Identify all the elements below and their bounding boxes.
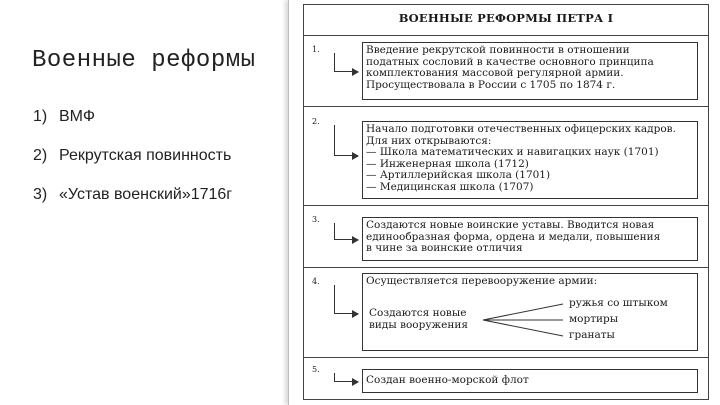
list-text: Рекрутская повинность — [59, 147, 232, 164]
reform-line: виды вооружения — [369, 318, 469, 331]
weapon-item: гранаты — [569, 329, 615, 341]
arrow-icon — [334, 155, 358, 156]
reform-line: Создан военно-морской флот — [366, 374, 529, 386]
reform-line: Начало подготовки отечественных офицерских кадров. — [366, 123, 676, 135]
table-divider — [304, 267, 708, 268]
reform-box-2 — [362, 121, 698, 199]
connector-line — [334, 223, 335, 239]
list-item — [33, 186, 232, 225]
reform-line: — Школа математических и навигацких наук (1701) — [366, 146, 659, 158]
list-text: «Устав военский»1716г — [59, 186, 233, 203]
reform-line: Создаются новые — [369, 307, 467, 319]
slide-title: Военные реформы — [32, 47, 256, 74]
connector-line — [334, 53, 335, 71]
list-item — [33, 147, 232, 186]
connector-line — [334, 125, 335, 155]
reform-box-5 — [362, 369, 698, 393]
table-divider — [304, 35, 708, 36]
reform-line: в чине за воинские отличия — [366, 242, 523, 254]
table-divider — [304, 106, 708, 107]
row-number: 3. — [312, 215, 320, 224]
row-number: 1. — [312, 45, 320, 54]
table-divider — [304, 357, 708, 358]
row-number: 2. — [312, 117, 320, 126]
weapon-item: ружья со штыком — [569, 297, 668, 309]
reform-box-1 — [362, 42, 698, 100]
reform-box-4 — [362, 273, 698, 351]
list-item — [33, 108, 232, 147]
reform-line: — Медицинская школа (1707) — [366, 180, 534, 193]
list-number: 3) — [33, 186, 48, 203]
connector-line — [334, 373, 335, 381]
reform-line: — Артиллерийская школа (1701) — [366, 169, 551, 181]
connector-line — [334, 285, 335, 313]
row-number: 5. — [312, 365, 320, 374]
weapon-item: мортиры — [569, 313, 619, 325]
reforms-table — [303, 4, 709, 400]
scanned-table-image — [288, 0, 720, 405]
arrow-icon — [334, 71, 358, 72]
reform-line: комплектования массовой регулярной армии. — [366, 67, 624, 79]
reform-line: Просуществовала в России с 1705 по 1874 г. — [366, 78, 616, 91]
table-divider — [304, 205, 708, 206]
new-weapons-label — [369, 308, 468, 331]
arrow-icon — [334, 313, 358, 314]
list-text: ВМФ — [59, 108, 95, 125]
reform-line: единообразная форма, ордена и медали, повышения — [366, 230, 661, 243]
table-title: ВОЕННЫЕ РЕФОРМЫ ПЕТРА I — [398, 11, 614, 25]
reform-line: Создаются новые воинские уставы. Вводится новая — [366, 219, 655, 231]
reform-line: — Инженерная школа (1712) — [366, 157, 529, 170]
list-number: 1) — [33, 108, 48, 125]
reform-list — [33, 108, 232, 225]
reform-line: Осуществляется перевооружение армии: — [366, 275, 598, 287]
arrow-icon — [334, 381, 358, 382]
row-number: 4. — [312, 277, 320, 286]
reform-line: Введение рекрутской повинности в отношении — [366, 44, 630, 56]
list-number: 2) — [33, 147, 48, 164]
reform-box-3 — [362, 217, 698, 261]
reform-line: податных сословий в качестве основного принципа — [366, 55, 654, 68]
reform-line: Для них открываются: — [366, 134, 492, 147]
arrow-icon — [334, 239, 358, 240]
